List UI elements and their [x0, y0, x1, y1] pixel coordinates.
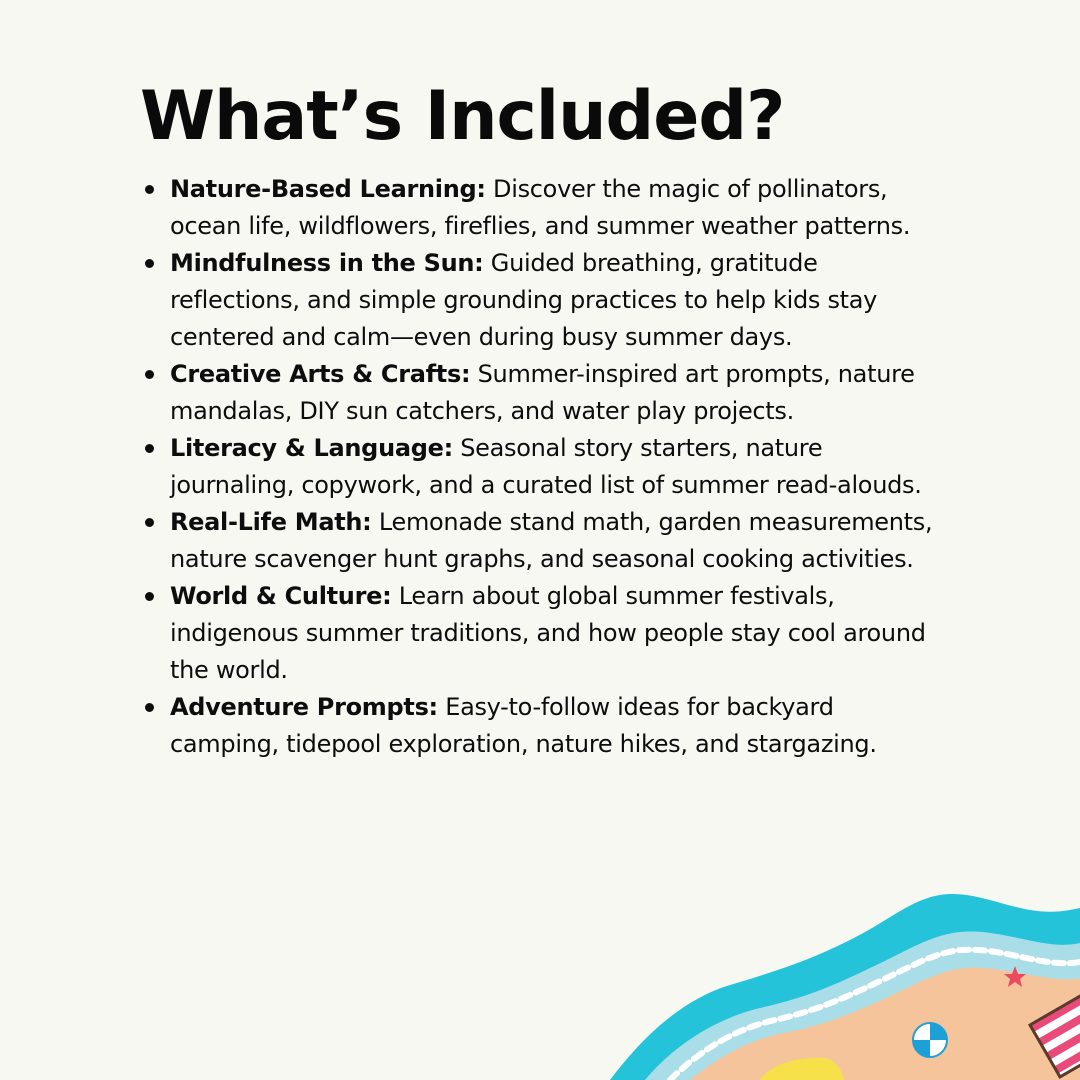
item-text: Seasonal story starters, nature journaling, copywork, and a curated list of summer read-alouds. — [170, 434, 922, 499]
bullet-icon — [145, 185, 154, 194]
item-heading: Literacy & Language: — [170, 434, 453, 462]
bullet-icon — [145, 703, 154, 712]
bullet-icon — [145, 259, 154, 268]
page-title: What’s Included? — [140, 77, 785, 156]
bullet-icon — [145, 518, 154, 527]
list-item-literacy — [145, 430, 935, 504]
item-heading: World & Culture: — [170, 582, 392, 610]
item-heading: Nature-Based Learning: — [170, 175, 486, 203]
item-heading: Mindfulness in the Sun: — [170, 249, 484, 277]
item-text: Guided breathing, gratitude reflections, and simple grounding practices to help kids stay centered and calm—even during busy summer days. — [170, 249, 878, 351]
bullet-icon — [145, 592, 154, 601]
list-item-world — [145, 578, 935, 689]
bullet-icon — [145, 444, 154, 453]
item-text: Discover the magic of pollinators, ocean life, wildflowers, fireflies, and summer weather patterns. — [170, 175, 911, 240]
bullet-icon — [145, 370, 154, 379]
item-heading: Creative Arts & Crafts: — [170, 360, 471, 388]
list-item-math — [145, 504, 935, 578]
included-list — [145, 171, 935, 763]
beach-illustration — [610, 880, 1080, 1080]
list-item-adventure — [145, 689, 935, 763]
item-heading: Real-Life Math: — [170, 508, 372, 536]
list-item-nature — [145, 171, 935, 245]
item-text: Easy-to-follow ideas for backyard camping, tidepool exploration, nature hikes, and stargazing. — [170, 693, 877, 758]
item-text: Learn about global summer festivals, indigenous summer traditions, and how people stay cool around the world. — [170, 582, 926, 684]
item-text: Lemonade stand math, garden measurements, nature scavenger hunt graphs, and seasonal cooking activities. — [170, 508, 933, 573]
item-text: Summer-inspired art prompts, nature mandalas, DIY sun catchers, and water play projects. — [170, 360, 915, 425]
list-item-arts — [145, 356, 935, 430]
beach-ball-icon — [913, 1023, 947, 1057]
item-heading: Adventure Prompts: — [170, 693, 438, 721]
list-item-mindfulness — [145, 245, 935, 356]
